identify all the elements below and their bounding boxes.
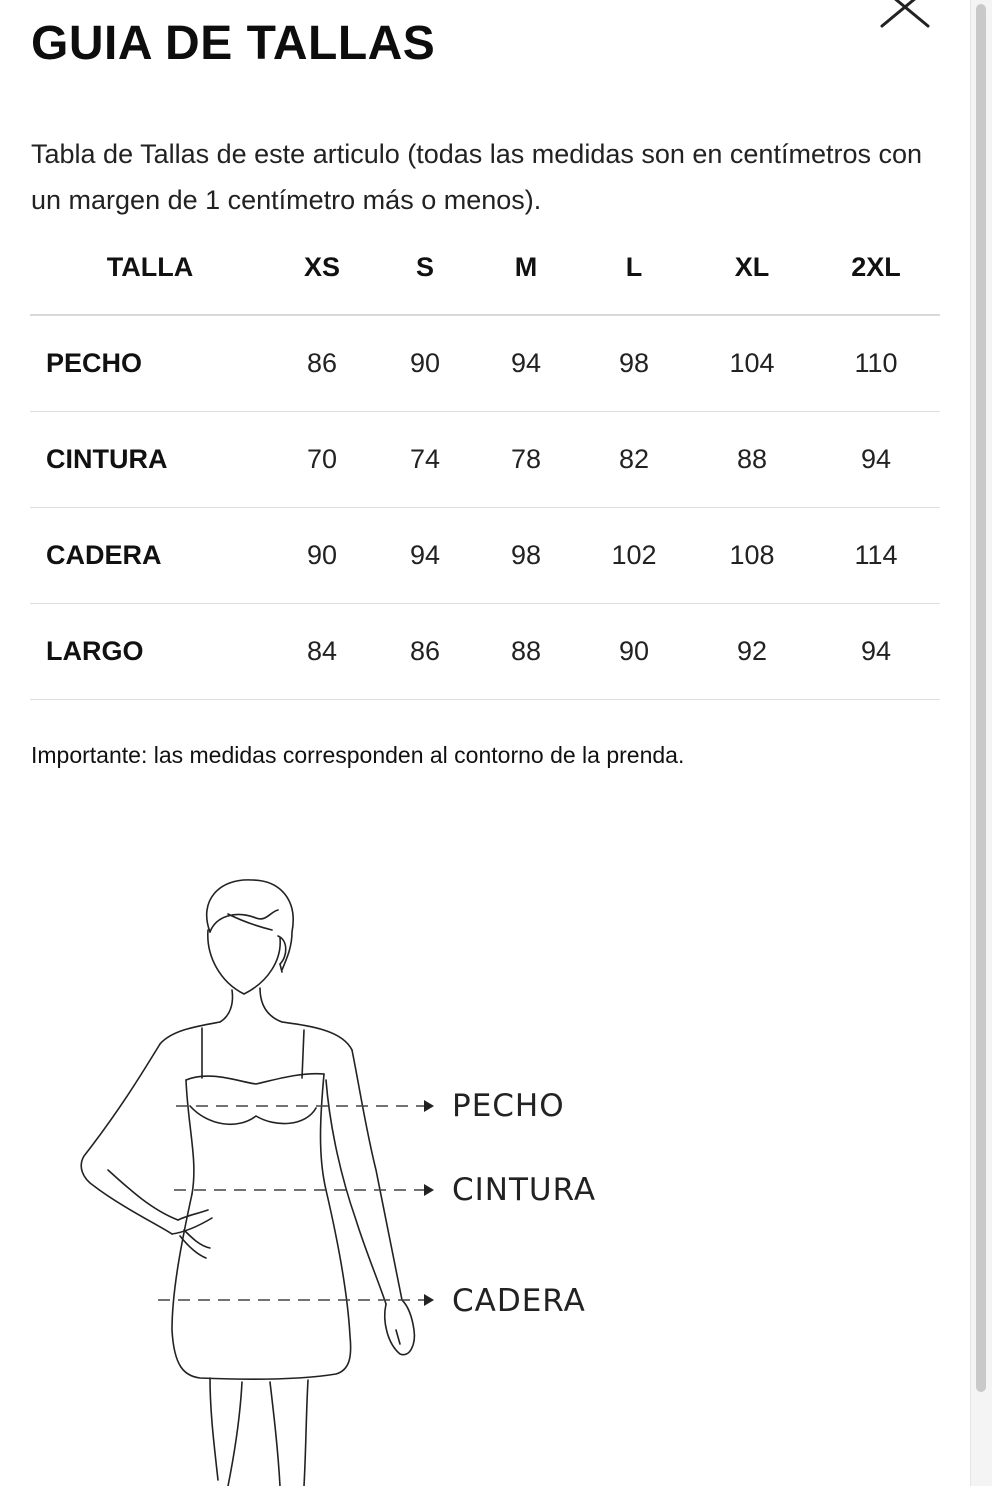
table-cell: 114 bbox=[812, 508, 940, 604]
row-label: LARGO bbox=[30, 604, 270, 700]
table-cell: 90 bbox=[576, 604, 692, 700]
table-cell: 86 bbox=[374, 604, 476, 700]
column-header: XL bbox=[692, 220, 812, 315]
table-cell: 74 bbox=[374, 412, 476, 508]
scrollbar-thumb[interactable] bbox=[976, 4, 986, 1392]
table-cell: 90 bbox=[374, 315, 476, 412]
table-row bbox=[30, 508, 940, 604]
hip-label: CADERA bbox=[452, 1283, 586, 1319]
modal-title: GUIA DE TALLAS bbox=[31, 17, 436, 70]
close-icon bbox=[876, 0, 934, 32]
intro-text: Tabla de Tallas de este articulo (todas las medidas son en centímetros con un margen de 1 centímetro más o menos). bbox=[31, 139, 922, 215]
close-button[interactable] bbox=[876, 0, 934, 32]
table-cell: 98 bbox=[576, 315, 692, 412]
chest-label: PECHO bbox=[452, 1088, 565, 1124]
table-cell: 70 bbox=[270, 412, 374, 508]
table-header-row bbox=[30, 220, 940, 315]
table-cell: 98 bbox=[476, 508, 576, 604]
table-cell: 86 bbox=[270, 315, 374, 412]
table-cell: 88 bbox=[476, 604, 576, 700]
column-header: M bbox=[476, 220, 576, 315]
table-cell: 78 bbox=[476, 412, 576, 508]
table-cell: 94 bbox=[812, 604, 940, 700]
table-cell: 108 bbox=[692, 508, 812, 604]
column-header: S bbox=[374, 220, 476, 315]
column-header: XS bbox=[270, 220, 374, 315]
column-header: L bbox=[576, 220, 692, 315]
table-cell: 104 bbox=[692, 315, 812, 412]
measurement-illustration bbox=[60, 860, 700, 1486]
table-cell: 92 bbox=[692, 604, 812, 700]
table-row bbox=[30, 412, 940, 508]
waist-label: CINTURA bbox=[452, 1172, 597, 1208]
woman-silhouette-drawing bbox=[60, 860, 700, 1486]
row-label: PECHO bbox=[30, 315, 270, 412]
size-table bbox=[30, 220, 940, 700]
row-label: CADERA bbox=[30, 508, 270, 604]
table-cell: 82 bbox=[576, 412, 692, 508]
column-header: TALLA bbox=[30, 220, 270, 315]
important-note: Importante: las medidas corresponden al contorno de la prenda. bbox=[31, 742, 685, 768]
table-cell: 94 bbox=[812, 412, 940, 508]
table-cell: 90 bbox=[270, 508, 374, 604]
table-cell: 110 bbox=[812, 315, 940, 412]
table-cell: 102 bbox=[576, 508, 692, 604]
row-label: CINTURA bbox=[30, 412, 270, 508]
table-cell: 94 bbox=[476, 315, 576, 412]
table-row bbox=[30, 604, 940, 700]
table-cell: 84 bbox=[270, 604, 374, 700]
table-cell: 88 bbox=[692, 412, 812, 508]
column-header: 2XL bbox=[812, 220, 940, 315]
table-cell: 94 bbox=[374, 508, 476, 604]
table-row bbox=[30, 315, 940, 412]
